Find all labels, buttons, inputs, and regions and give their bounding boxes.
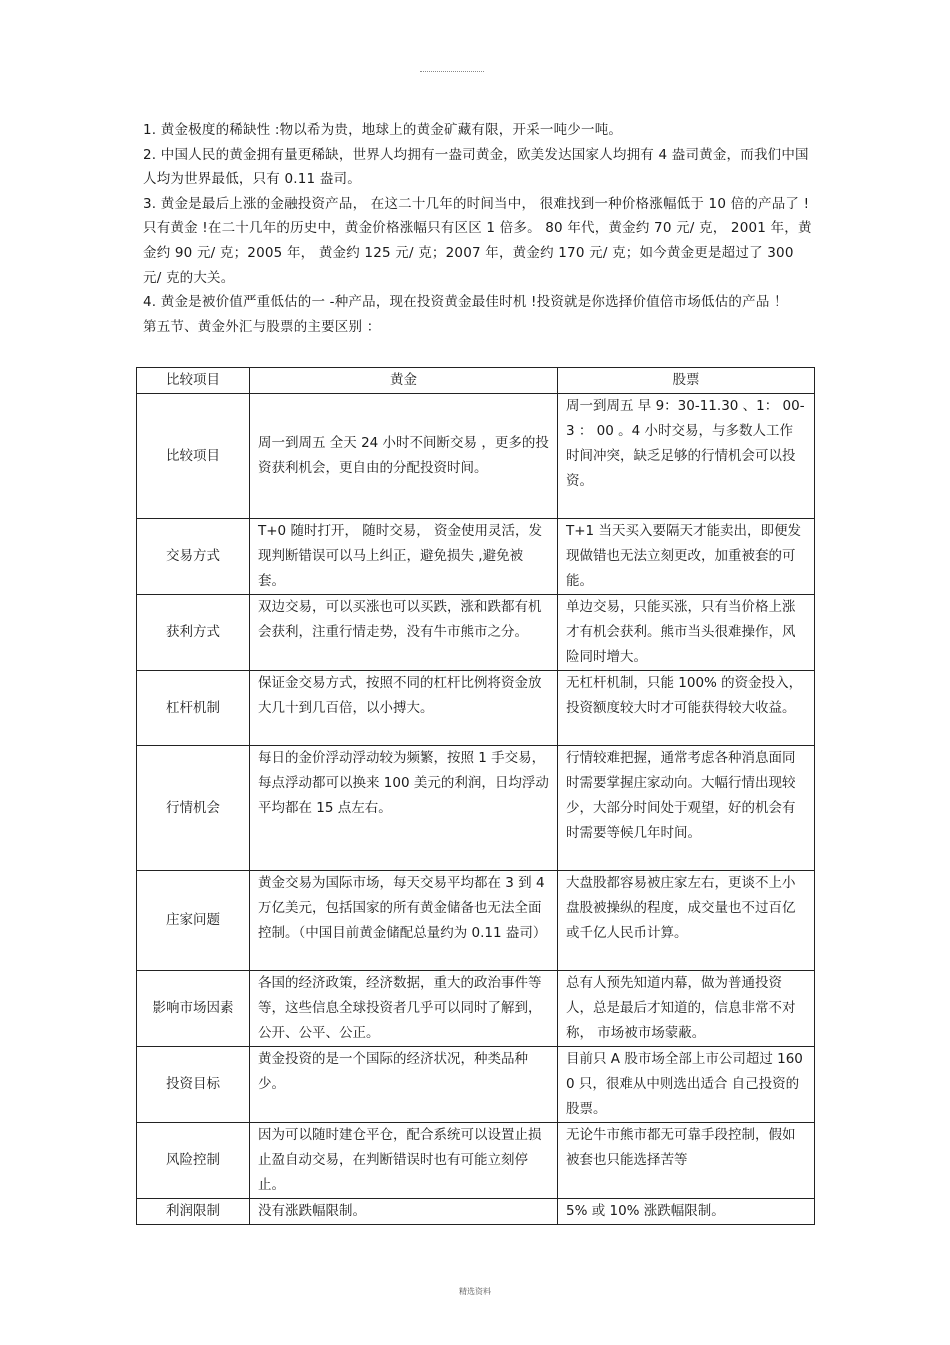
gold-cell: 因为可以随时建仓平仓，配合系统可以设置止损止盈自动交易，在判断错误时也有可能立刻停止。 (250, 1123, 558, 1199)
gold-cell: 黄金投资的是一个国际的经济状况，种类品种少。 (250, 1047, 558, 1123)
footer-note: 精选资料 (459, 1287, 491, 1296)
gold-cell: 保证金交易方式，按照不同的杠杆比例将资金放大几十到几百倍，以小搏大。 (250, 671, 558, 746)
table-row (137, 519, 815, 595)
gold-cell: 各国的经济政策，经济数据，重大的政治事件等等，这些信息全球投资者几乎可以同时了解到，公开、公平、公正。 (250, 971, 558, 1047)
gold-cell: 每日的金价浮动浮动较为频繁，按照 1 手交易，每点浮动都可以换来 100 美元的利润，日均浮动平均都在 15 点左右。 (250, 746, 558, 871)
row-label: 风险控制 (137, 1123, 250, 1199)
header-gold: 黄金 (250, 368, 558, 394)
table-row (137, 871, 815, 971)
header-stock: 股票 (558, 368, 815, 394)
table-row (137, 394, 815, 519)
table-row (137, 595, 815, 671)
intro-paragraph-2: 2. 中国人民的黄金拥有量更稀缺，世界人均拥有一盎司黄金，欧美发达国家人均拥有 4 盎司黄金，而我们中国人均为世界最低，只有 0.11 盎司。 (143, 146, 809, 188)
stock-cell: 单边交易，只能买涨，只有当价格上涨才有机会获利。熊市当头很难操作，风险同时增大。 (558, 595, 815, 671)
stock-cell: 行情较难把握，通常考虑各种消息面同时需要掌握庄家动向。大幅行情出现较少，大部分时间处于观望，好的机会有时需要等候几年时间。 (558, 746, 815, 871)
gold-cell: 黄金交易为国际市场，每天交易平均都在 3 到 4 万亿美元，包括国家的所有黄金储备也无法全面控制。（中国目前黄金储配总量约为 0.11 盎司） (250, 871, 558, 971)
intro-paragraph-3: 3. 黄金是最后上涨的金融投资产品， 在这二十几年的时间当中， 很难找到一种价格涨幅低于 10 倍的产品了 !只有黄金 !在二十几年的历史中，黄金价格涨幅只有区区 1 倍多。 80 年代，黄金约 70 元/ 克， 2001 年，黄金约 90 元/ 克；2005 年， 黄金约 125 元/ 克；2007 年，黄金约 170 元/ 克；如今黄金更是超过了 300 元/ 克的大关。 (143, 195, 812, 286)
row-label: 庄家问题 (137, 871, 250, 971)
stock-cell: 总有人预先知道内幕，做为普通投资人，总是最后才知道的，信息非常不对称， 市场被市场蒙蔽。 (558, 971, 815, 1047)
table-row (137, 746, 815, 871)
row-label: 交易方式 (137, 519, 250, 595)
row-label: 获利方式 (137, 595, 250, 671)
stock-cell: 无杠杆机制，只能 100% 的资金投入，投资额度较大时才可能获得较大收益。 (558, 671, 815, 746)
table-row (137, 1047, 815, 1123)
intro-paragraph-4: 4. 黄金是被价值严重低估的一 -种产品，现在投资黄金最佳时机 !投资就是你选择价值倍市场低估的产品 ！ (143, 294, 788, 311)
row-label: 利润限制 (137, 1199, 250, 1225)
comparison-table (136, 367, 815, 1225)
table-header-row (137, 368, 815, 394)
section-title: 第五节、黄金外汇与股票的主要区别 ： (143, 318, 381, 335)
header-item: 比较项目 (137, 368, 250, 394)
table-row (137, 971, 815, 1047)
header-dotted-rule (420, 71, 484, 72)
table-row (137, 1123, 815, 1199)
row-label: 比较项目 (137, 394, 250, 519)
row-label: 投资目标 (137, 1047, 250, 1123)
row-label: 行情机会 (137, 746, 250, 871)
intro-text (143, 118, 815, 339)
table-row (137, 671, 815, 746)
stock-cell: 大盘股都容易被庄家左右，更谈不上小盘股被操纵的程度，成交量也不过百亿或千亿人民币计算。 (558, 871, 815, 971)
stock-cell: 5% 或 10% 涨跌幅限制。 (558, 1199, 815, 1225)
table-row (137, 1199, 815, 1225)
row-label: 杠杆机制 (137, 671, 250, 746)
gold-cell: 没有涨跌幅限制。 (250, 1199, 558, 1225)
gold-cell: 周一到周五 全天 24 小时不间断交易 ，更多的投资获利机会，更自由的分配投资时间。 (250, 394, 558, 519)
stock-cell: 无论牛市熊市都无可靠手段控制，假如被套也只能选择苦等 (558, 1123, 815, 1199)
intro-paragraph-1: 1. 黄金极度的稀缺性 :物以希为贵，地球上的黄金矿藏有限，开采一吨少一吨。 (143, 122, 623, 138)
stock-cell: T+1 当天买入要隔天才能卖出，即便发现做错也无法立刻更改，加重被套的可能。 (558, 519, 815, 595)
stock-cell: 目前只 A 股市场全部上市公司超过 1600 只，很难从中则选出适合 自己投资的股票。 (558, 1047, 815, 1123)
row-label: 影响市场因素 (137, 971, 250, 1047)
gold-cell: T+0 随时打开， 随时交易， 资金使用灵活，发现判断错误可以马上纠正，避免损失 ,避免被套。 (250, 519, 558, 595)
stock-cell: 周一到周五 早 9：30-11.30 、1： 00-3 ： 00 。4 小时交易，与多数人工作时间冲突，缺乏足够的行情机会可以投资。 (558, 394, 815, 519)
gold-cell: 双边交易，可以买涨也可以买跌，涨和跌都有机会获利，注重行情走势，没有牛市熊市之分。 (250, 595, 558, 671)
